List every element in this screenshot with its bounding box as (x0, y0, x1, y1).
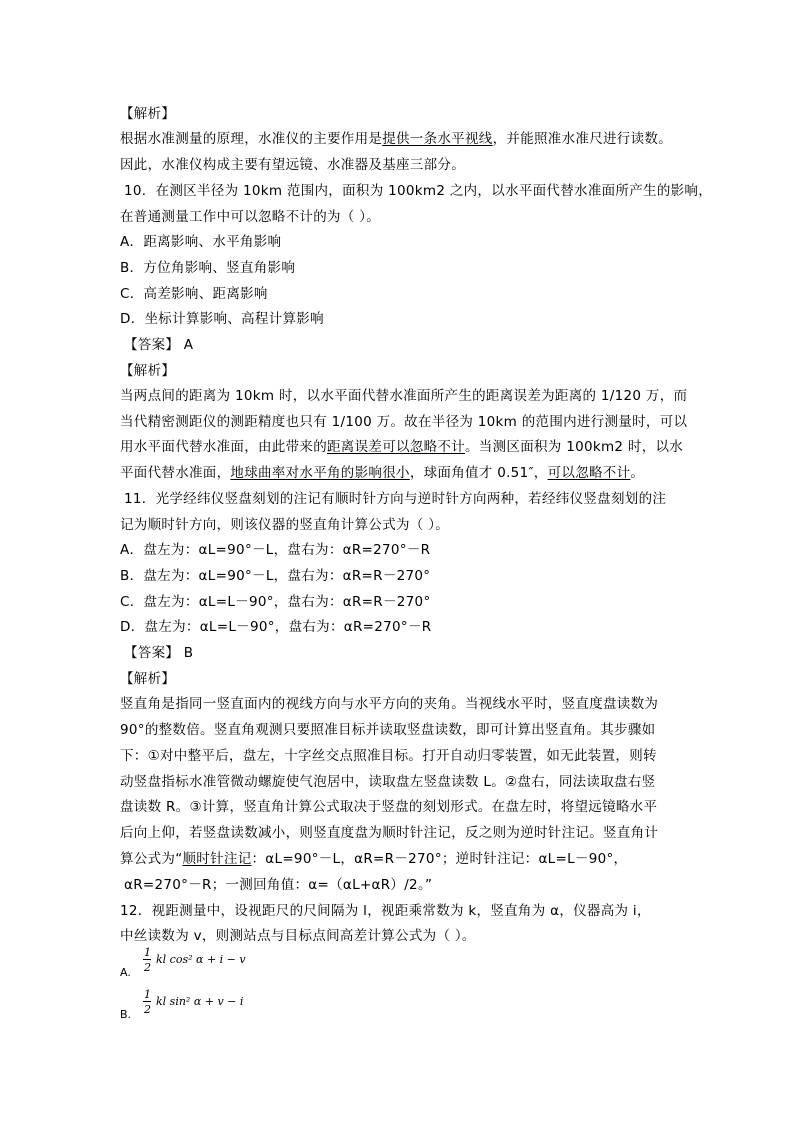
text-line: A．盘左为：αL=90°－L，盘右为：αR=270°－R (120, 542, 431, 558)
fraction-denominator: 2 (144, 1003, 151, 1016)
underlined-text: 可以忽略不计 (547, 465, 631, 481)
text-line (120, 464, 644, 482)
text-line: αR=270°－R；一测回角值：α=（αL+αR）/2。” (124, 877, 433, 893)
text-line: C．盘左为：αL=L－90°，盘右为：αR=R－270° (120, 594, 431, 610)
text-span: 用水平面代替水准面，由此带来的 (120, 439, 327, 455)
text-line: 【解析】 (120, 106, 176, 122)
text-line: 在普通测量工作中可以忽略不计的为（ ）。 (120, 209, 381, 225)
text-span: ，球面角值才 0.51″， (409, 465, 548, 481)
text-span: 算公式为“ (120, 851, 183, 867)
text-line: 【答案】 B (124, 645, 194, 661)
text-line: B．方位角影响、竖直角影响 (120, 260, 296, 276)
text-span: 根据水准测量的原理，水准仪的主要作用是 (120, 131, 383, 147)
underlined-text: 顺时针注记 (182, 851, 252, 867)
text-line: 因此，水准仪构成主要有望远镜、水准器及基座三部分。 (120, 157, 465, 173)
text-line: 12．视距测量中，设视距尺的尺间隔为 l，视距乘常数为 k，竖直角为 α，仪器高为 i， (120, 903, 651, 919)
text-line (120, 130, 672, 148)
underlined-text: 距离误差可以忽略不计 (327, 439, 465, 455)
text-line: 下：①对中整平后，盘左，十字丝交点照准目标。打开自动归零装置，如无此装置，则转 (120, 748, 657, 764)
text-line: 当两点间的距离为 10km 时，以水平面代替水准面所产生的距离误差为距离的 1/120 万，而 (120, 388, 688, 404)
text-line (120, 438, 683, 456)
fraction-numerator: 1 (144, 988, 151, 1001)
text-line: B．盘左为：αL=90°－L，盘右为：αR=R－270° (120, 568, 431, 584)
text-line: 【解析】 (120, 363, 176, 379)
text-line: D．坐标计算影响、高程计算影响 (120, 311, 324, 327)
text-span: 。当测区面积为 100km2 时，以水 (465, 439, 684, 455)
text-line (120, 850, 627, 868)
underlined-text: 提供一条水平视线 (382, 131, 493, 147)
text-span: ，并能照准水准尺进行读数。 (492, 131, 673, 147)
text-line: 后向上仰，若竖盘读数减小，则竖直度盘为顺时针注记，反之则为逆时针注记。竖直角计 (120, 825, 659, 841)
fraction-bar (143, 1001, 151, 1002)
text-line: 动竖盘指标水准管微动螺旋使气泡居中，读取盘左竖盘读数 L。②盘右，同法读取盘右竖 (120, 774, 656, 790)
text-line: 竖直角是指同一竖直面内的视线方向与水平方向的夹角。当视线水平时，竖直度盘读数为 (120, 696, 659, 712)
formula-expression: kl sin² α + v − i (156, 995, 244, 1008)
underlined-text: 地球曲率对水平角的影响很小 (230, 465, 410, 481)
text-line: A．距离影响、水平角影响 (120, 234, 282, 250)
text-line: 中丝读数为 v，则测站点与目标点间高差计算公式为（ ）。 (120, 928, 476, 944)
formula-expression: kl cos² α + i − v (156, 953, 246, 966)
text-line: 记为顺时针方向，则该仪器的竖直角计算公式为（ ）。 (120, 517, 450, 533)
text-line: 11．光学经纬仪竖盘刻划的注记有顺时针方向与逆时针方向两种，若经纬仪竖盘刻划的注 (124, 491, 667, 507)
text-span: 平面代替水准面， (120, 465, 231, 481)
text-span: 。 (630, 465, 645, 481)
text-line: 盘读数 R。③计算，竖直角计算公式取决于竖盘的刻划形式。在盘左时，将望远镜略水平 (120, 799, 658, 815)
text-line: 10．在测区半径为 10km 范围内，面积为 100km2 之内，以水平面代替水准面所产生的影响， (124, 183, 713, 199)
text-line: 【答案】 A (124, 337, 194, 353)
fraction-denominator: 2 (144, 961, 151, 974)
option-label: B. (120, 1008, 132, 1021)
text-line: D．盘左为：αL=L－90°，盘右为：αR=270°－R (120, 619, 432, 635)
text-line: 当代精密测距仪的测距精度也只有 1/100 万。故在半径为 10km 的范围内进行测量时，可以 (120, 414, 688, 430)
text-line: C．高差影响、距离影响 (120, 286, 268, 302)
text-line: 【解析】 (120, 671, 176, 687)
fraction-numerator: 1 (144, 946, 151, 959)
text-span: ：αL=90°－L，αR=R－270°；逆时针注记：αL=L－90°， (251, 851, 628, 867)
fraction-bar (143, 959, 151, 960)
option-label: A. (120, 966, 131, 979)
text-line: 90°的整数倍。竖直角观测只要照准目标并读取竖盘读数，即可计算出竖直角。其步骤如 (120, 722, 656, 738)
